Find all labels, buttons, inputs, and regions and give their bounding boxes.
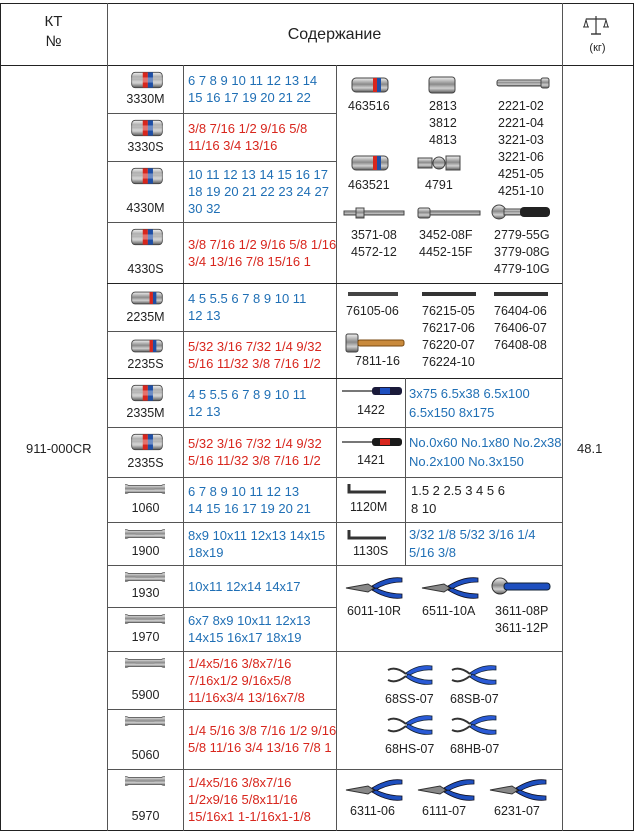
code-6311-06: 6311-06 [350, 804, 395, 818]
scale-icon [583, 14, 609, 39]
punch-icon [346, 290, 402, 298]
code-68SB-07: 68SB-07 [450, 692, 499, 706]
row-code: 5970 [131, 809, 160, 823]
socket-icon [130, 431, 164, 453]
row-sizes-line: 12 13 [188, 308, 221, 323]
wrench-icon [125, 715, 165, 727]
s5-sizes-0: 1.5 2 2.5 3 4 5 6 [411, 483, 505, 498]
row-sizes-line: 18 19 20 21 22 23 24 27 [188, 184, 329, 199]
row-sizes-line: 1/4 5/16 3/8 7/16 1/2 9/16 [188, 723, 337, 738]
adjustable-wrench-icon [490, 574, 552, 600]
code-3779-08G: 3779-08G [494, 245, 550, 259]
code-68HS-07: 68HS-07 [385, 742, 435, 756]
row-code: 1060 [131, 501, 160, 515]
locking-plier-icon [342, 574, 406, 604]
code-4572-12: 4572-12 [351, 245, 397, 259]
universal-joint-icon [416, 152, 462, 174]
code-1120M: 1120M [350, 500, 388, 514]
row-sizes-line: 30 32 [188, 201, 221, 216]
kit-weight: 48.1 [577, 441, 603, 456]
row-code: 5900 [131, 688, 160, 702]
code-76406-07: 76406-07 [494, 321, 547, 335]
socket-icon [350, 74, 390, 96]
row-sizes-line: 4 5 5.5 6 7 8 9 10 11 [188, 291, 307, 306]
socket-icon [130, 226, 164, 248]
row-sizes-line: 5/16 11/32 3/8 7/16 1/2 [188, 356, 321, 371]
hammer-icon [342, 332, 408, 354]
row-code: 3330M [126, 92, 165, 106]
circlip-plier-icon [384, 660, 434, 690]
row-sizes-line: 7/16x1/2 9/16x5/8 [188, 673, 292, 688]
s4-sizes-1: No.2x100 No.3x150 [409, 454, 524, 469]
code-3221-03: 3221-03 [498, 133, 544, 147]
breaker-bar-icon [416, 206, 482, 220]
code-6231-07: 6231-07 [494, 804, 540, 818]
row-sizes-line: 10 11 12 13 14 15 16 17 [188, 167, 328, 182]
row-code: 1900 [131, 544, 160, 558]
row-code: 2235M [126, 310, 165, 324]
row-code: 5060 [131, 748, 160, 762]
code-4791: 4791 [425, 178, 453, 192]
no-label: № [45, 33, 62, 50]
row-code: 1930 [131, 586, 160, 600]
row-sizes-line: 5/32 3/16 7/32 1/4 9/32 [188, 436, 322, 451]
wrench-icon [125, 483, 165, 495]
code-6011-10R: 6011-10R [347, 604, 401, 618]
screwdriver-icon [340, 436, 404, 448]
row-sizes-line: 5/16 11/32 3/8 7/16 1/2 [188, 453, 321, 468]
code-1130S: 1130S [353, 544, 389, 558]
row-sizes-line: 14x15 16x17 18x19 [188, 630, 302, 645]
pin-punch-icon [492, 290, 552, 298]
code-463521: 463521 [348, 178, 390, 192]
adapter-icon [426, 74, 458, 96]
hex-key-icon [346, 482, 390, 496]
row-sizes-line: 3/4 13/16 7/8 15/16 1 [188, 254, 311, 269]
row-sizes-line: 10x11 12x14 14x17 [188, 579, 301, 594]
hex-key-icon [346, 528, 390, 542]
kt-label: КТ [44, 13, 63, 30]
code-3611-12P: 3611-12P [495, 621, 549, 635]
code-3452-08F: 3452-08F [419, 228, 473, 242]
row-sizes-line: 6 7 8 9 10 11 12 13 14 [188, 73, 318, 88]
row-sizes-line: 15/16x1 1-1/16x1-1/8 [188, 809, 311, 824]
code-4779-10G: 4779-10G [494, 262, 550, 276]
ratchet-icon [490, 204, 552, 220]
code-6511-10A: 6511-10A [422, 604, 476, 618]
row-sizes-line: 5/32 3/16 7/32 1/4 9/32 [188, 339, 322, 354]
row-sizes-line: 11/16x3/4 13/16x7/8 [188, 690, 305, 705]
row-code: 1970 [131, 630, 160, 644]
row-sizes-line: 12 13 [188, 404, 221, 419]
code-2779-55G: 2779-55G [494, 228, 550, 242]
row-sizes-line: 1/4x5/16 3/8x7/16 [188, 775, 292, 790]
diagonal-cutter-icon [486, 776, 550, 806]
kit-code: 911-000CR [26, 441, 92, 456]
code-2813: 2813 [429, 99, 457, 113]
s5-sizes-1: 8 10 [411, 501, 437, 516]
row-sizes-line: 1/4x5/16 3/8x7/16 [188, 656, 292, 671]
row-code: 2335S [127, 456, 164, 470]
row-code: 3330S [127, 140, 164, 154]
code-6111-07: 6111-07 [422, 804, 467, 818]
s3-sizes-0: 3x75 6.5x38 6.5x100 [409, 386, 530, 401]
wrench-icon [125, 613, 165, 625]
socket-icon [130, 287, 164, 309]
row-sizes-line: 18x19 [188, 545, 224, 560]
extension-bar-icon [495, 76, 551, 90]
row-code: 2335M [126, 406, 165, 420]
socket-icon [130, 117, 164, 139]
long-nose-plier-icon [342, 776, 406, 806]
row-sizes-line: 3/8 7/16 1/2 9/16 5/8 [188, 121, 308, 136]
row-sizes-line: 3/8 7/16 1/2 9/16 5/8 1/16 [188, 237, 337, 252]
wrench-icon [125, 528, 165, 540]
code-76215-05: 76215-05 [422, 304, 475, 318]
socket-icon [130, 165, 164, 187]
code-4251-05: 4251-05 [498, 167, 544, 181]
code-3571-08: 3571-08 [351, 228, 397, 242]
content-header: Содержание [287, 26, 382, 43]
code-76105-06: 76105-06 [346, 304, 399, 318]
socket-icon [350, 152, 390, 174]
weight-unit: (кг) [589, 42, 606, 54]
code-7811-16: 7811-16 [355, 354, 400, 368]
code-1421: 1421 [357, 453, 385, 467]
row-sizes-line: 15 16 17 19 20 21 22 [188, 90, 311, 105]
row-sizes-line: 1/2x9/16 5/8x11/16 [188, 792, 298, 807]
s6-sizes-0: 3/32 1/8 5/32 3/16 1/4 [409, 527, 536, 542]
circlip-plier-icon [448, 710, 498, 740]
combination-plier-icon [414, 776, 478, 806]
row-code: 4330M [126, 201, 165, 215]
code-3611-08P: 3611-08P [495, 604, 549, 618]
code-76224-10: 76224-10 [422, 355, 475, 369]
screwdriver-icon [340, 385, 404, 397]
code-2221-02: 2221-02 [498, 99, 544, 113]
code-68HB-07: 68HB-07 [450, 742, 500, 756]
code-4813: 4813 [429, 133, 457, 147]
code-76220-07: 76220-07 [422, 338, 475, 352]
s3-sizes-1: 6.5x150 8x175 [409, 405, 495, 420]
code-4251-10: 4251-10 [498, 184, 544, 198]
socket-icon [130, 69, 164, 91]
code-2221-04: 2221-04 [498, 116, 544, 130]
row-code: 2235S [127, 357, 164, 371]
row-sizes-line: 4 5 5.5 6 7 8 9 10 11 [188, 387, 307, 402]
row-sizes-line: 5/8 11/16 3/4 13/16 7/8 1 [188, 740, 332, 755]
row-code: 4330S [127, 262, 164, 276]
row-sizes-line: 11/16 3/4 13/16 [188, 138, 278, 153]
row-sizes-line: 8x9 10x11 12x13 14x15 [188, 528, 326, 543]
groove-plier-icon [418, 574, 482, 604]
circlip-plier-icon [384, 710, 434, 740]
code-76404-06: 76404-06 [494, 304, 547, 318]
wrench-icon [125, 775, 165, 787]
code-76217-06: 76217-06 [422, 321, 475, 335]
row-sizes-line: 6x7 8x9 10x11 12x13 [188, 613, 311, 628]
wrench-icon [125, 571, 165, 583]
row-sizes-line: 14 15 16 17 19 20 21 [188, 501, 311, 516]
code-3221-06: 3221-06 [498, 150, 544, 164]
code-3812: 3812 [429, 116, 457, 130]
tbar-icon [342, 206, 406, 220]
chisel-icon [420, 290, 480, 298]
s4-sizes-0: No.0x60 No.1x80 No.2x38 [409, 435, 562, 450]
socket-icon [130, 335, 164, 357]
code-68SS-07: 68SS-07 [385, 692, 434, 706]
socket-icon [130, 382, 164, 404]
circlip-plier-icon [448, 660, 498, 690]
wrench-icon [125, 657, 165, 669]
s6-sizes-1: 5/16 3/8 [409, 545, 456, 560]
code-4452-15F: 4452-15F [419, 245, 473, 259]
code-1422: 1422 [357, 403, 385, 417]
code-76408-08: 76408-08 [494, 338, 547, 352]
row-sizes-line: 6 7 8 9 10 11 12 13 [188, 484, 300, 499]
code-463516: 463516 [348, 99, 390, 113]
